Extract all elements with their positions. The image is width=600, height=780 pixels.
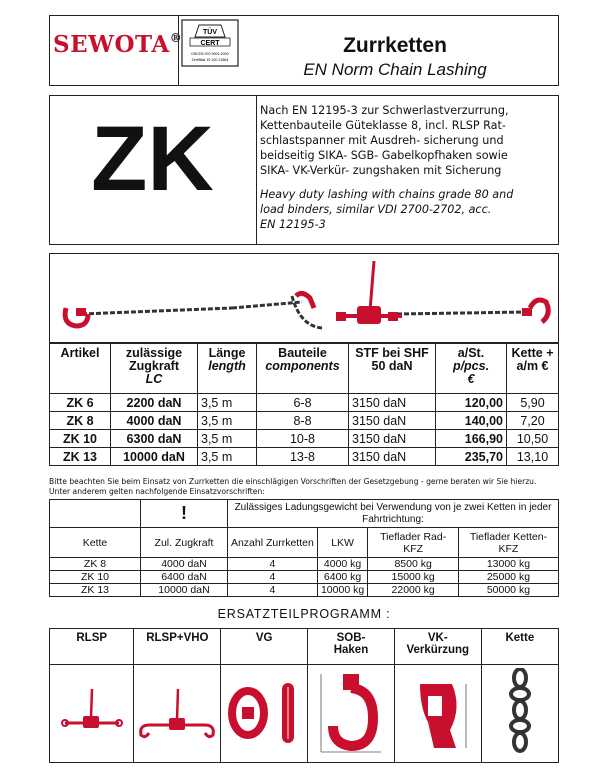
ratchet-binder-hooks-icon xyxy=(134,665,221,763)
col-header-kette-preis: Kette + a/m € xyxy=(507,344,559,394)
chain-lashing-image xyxy=(52,256,556,340)
load-cell: 4 xyxy=(228,584,318,597)
spare-part-label: RLSP xyxy=(50,629,134,665)
table-cell: 3150 daN xyxy=(349,412,436,430)
table-cell: 3150 daN xyxy=(349,394,436,412)
load-cell: 10000 kg xyxy=(317,584,368,597)
tuv-cert-badge xyxy=(181,19,239,67)
ratchet-binder-icon xyxy=(50,665,134,763)
table-cell: 3,5 m xyxy=(198,394,257,412)
table-row xyxy=(50,412,559,430)
spare-part-label: SOB- Haken xyxy=(308,629,395,665)
table-cell: 5,90 xyxy=(507,394,559,412)
load-cell: 6400 kg xyxy=(317,571,368,584)
load-cell: 10000 daN xyxy=(141,584,228,597)
table-row xyxy=(50,394,559,412)
load-col-header: Tieflader Rad-KFZ xyxy=(368,528,458,558)
table-cell: 10-8 xyxy=(257,430,349,448)
load-cell: 6400 daN xyxy=(141,571,228,584)
load-col-header: Kette xyxy=(50,528,141,558)
load-row xyxy=(50,584,559,597)
svg-text:CERT: CERT xyxy=(200,40,220,47)
table-cell: 7,20 xyxy=(507,412,559,430)
table-cell: 120,00 xyxy=(436,394,507,412)
col-header-laenge: Länge length xyxy=(198,344,257,394)
table-cell: 3150 daN xyxy=(349,448,436,466)
table-row xyxy=(50,430,559,448)
load-col-header: LKW xyxy=(317,528,368,558)
col-header-stf: STF bei SHF 50 daN xyxy=(349,344,436,394)
load-cell: ZK 10 xyxy=(50,571,141,584)
product-code: ZK xyxy=(91,108,214,210)
description-de: Nach EN 12195-3 zur Schwerlastverzurrung, Kettenbauteile Güteklasse 8, incl. RLSP Rat- schlastspanner mit Ausdreh- sicherung und beidseitig SIKA- SGB- Gabelkopfhaken sowie SIKA- VK-Verkür- zungshaken mit Sicherung xyxy=(260,104,509,177)
spare-parts-title: ERSATZTEILPROGRAMM : xyxy=(217,607,391,621)
spare-part-label: VG xyxy=(221,629,308,665)
load-row xyxy=(50,571,559,584)
col-header-zugkraft: zulässige Zugkraft LC xyxy=(111,344,198,394)
connecting-link-icon xyxy=(221,665,308,763)
table-cell: 3,5 m xyxy=(198,448,257,466)
load-col-header: Anzahl Zurrketten xyxy=(228,528,318,558)
load-cell: ZK 8 xyxy=(50,558,141,571)
spare-part-label: RLSP+VHO xyxy=(134,629,221,665)
chain-icon xyxy=(481,665,558,763)
table-cell: 235,70 xyxy=(436,448,507,466)
table-cell: 140,00 xyxy=(436,412,507,430)
load-capacity-table xyxy=(49,499,559,597)
table-cell: ZK 10 xyxy=(50,430,111,448)
col-header-artikel: Artikel xyxy=(50,344,111,394)
load-cell: 4000 kg xyxy=(317,558,368,571)
table-cell: 3,5 m xyxy=(198,430,257,448)
warning-icon: ! xyxy=(141,500,228,528)
spare-parts-table xyxy=(49,628,559,763)
load-cell: 22000 kg xyxy=(368,584,458,597)
logo-cell xyxy=(49,15,183,86)
table-cell: ZK 8 xyxy=(50,412,111,430)
load-cell: ZK 13 xyxy=(50,584,141,597)
spare-part-label: VK- Verkürzung xyxy=(394,629,481,665)
svg-text:TÜV: TÜV xyxy=(203,29,217,36)
usage-note: Bitte beachten Sie beim Einsatz von Zurrketten die einschlägigen Vorschriften der Gesetzgebung - gerne beraten wir Sie hierzu. Unter anderem gelten nachfolgende Einsatzvorschriften: xyxy=(49,477,537,496)
description-en: Heavy duty lashing with chains grade 80 and load binders, similar VDI 2700-2702, acc. EN 12195-3 xyxy=(260,188,514,231)
load-cell: 4000 daN xyxy=(141,558,228,571)
table-cell: ZK 6 xyxy=(50,394,111,412)
page-subtitle: EN Norm Chain Lashing xyxy=(303,60,487,79)
col-header-bauteile: Bauteile components xyxy=(257,344,349,394)
product-table xyxy=(49,343,559,466)
table-row xyxy=(50,448,559,466)
table-cell: 3150 daN xyxy=(349,430,436,448)
table-cell: 6300 daN xyxy=(111,430,198,448)
svg-text:DIN EN ISO 9001:2000: DIN EN ISO 9001:2000 xyxy=(191,52,229,56)
table-cell: 4000 daN xyxy=(111,412,198,430)
clevis-hook-icon xyxy=(308,665,395,763)
table-cell: 13,10 xyxy=(507,448,559,466)
load-cell: 50000 kg xyxy=(458,584,558,597)
load-row xyxy=(50,558,559,571)
page-title: Zurrketten xyxy=(343,34,447,57)
blank-cell xyxy=(50,500,141,528)
load-caption: Zulässiges Ladungsgewicht bei Verwendung von je zwei Ketten in jeder Fahrtrichtung: xyxy=(228,500,559,528)
table-cell: 6-8 xyxy=(257,394,349,412)
load-col-header: Tieflader Ketten-KFZ xyxy=(458,528,558,558)
spare-part-label: Kette xyxy=(481,629,558,665)
table-cell: 166,90 xyxy=(436,430,507,448)
shortening-hook-icon xyxy=(394,665,481,763)
load-cell: 8500 kg xyxy=(368,558,458,571)
table-cell: 3,5 m xyxy=(198,412,257,430)
table-cell: 10,50 xyxy=(507,430,559,448)
col-header-preis: a/St. p/pcs. € xyxy=(436,344,507,394)
load-cell: 15000 kg xyxy=(368,571,458,584)
product-code-cell xyxy=(49,95,257,245)
svg-text:Zertifikat 15 100 21864: Zertifikat 15 100 21864 xyxy=(191,58,229,62)
brand-logo: SEWOTA® xyxy=(53,31,183,58)
load-cell: 25000 kg xyxy=(458,571,558,584)
table-cell: 2200 daN xyxy=(111,394,198,412)
table-cell: 8-8 xyxy=(257,412,349,430)
table-cell: 13-8 xyxy=(257,448,349,466)
load-cell: 13000 kg xyxy=(458,558,558,571)
load-cell: 4 xyxy=(228,571,318,584)
load-col-header: Zul. Zugkraft xyxy=(141,528,228,558)
table-cell: ZK 13 xyxy=(50,448,111,466)
table-cell: 10000 daN xyxy=(111,448,198,466)
load-cell: 4 xyxy=(228,558,318,571)
